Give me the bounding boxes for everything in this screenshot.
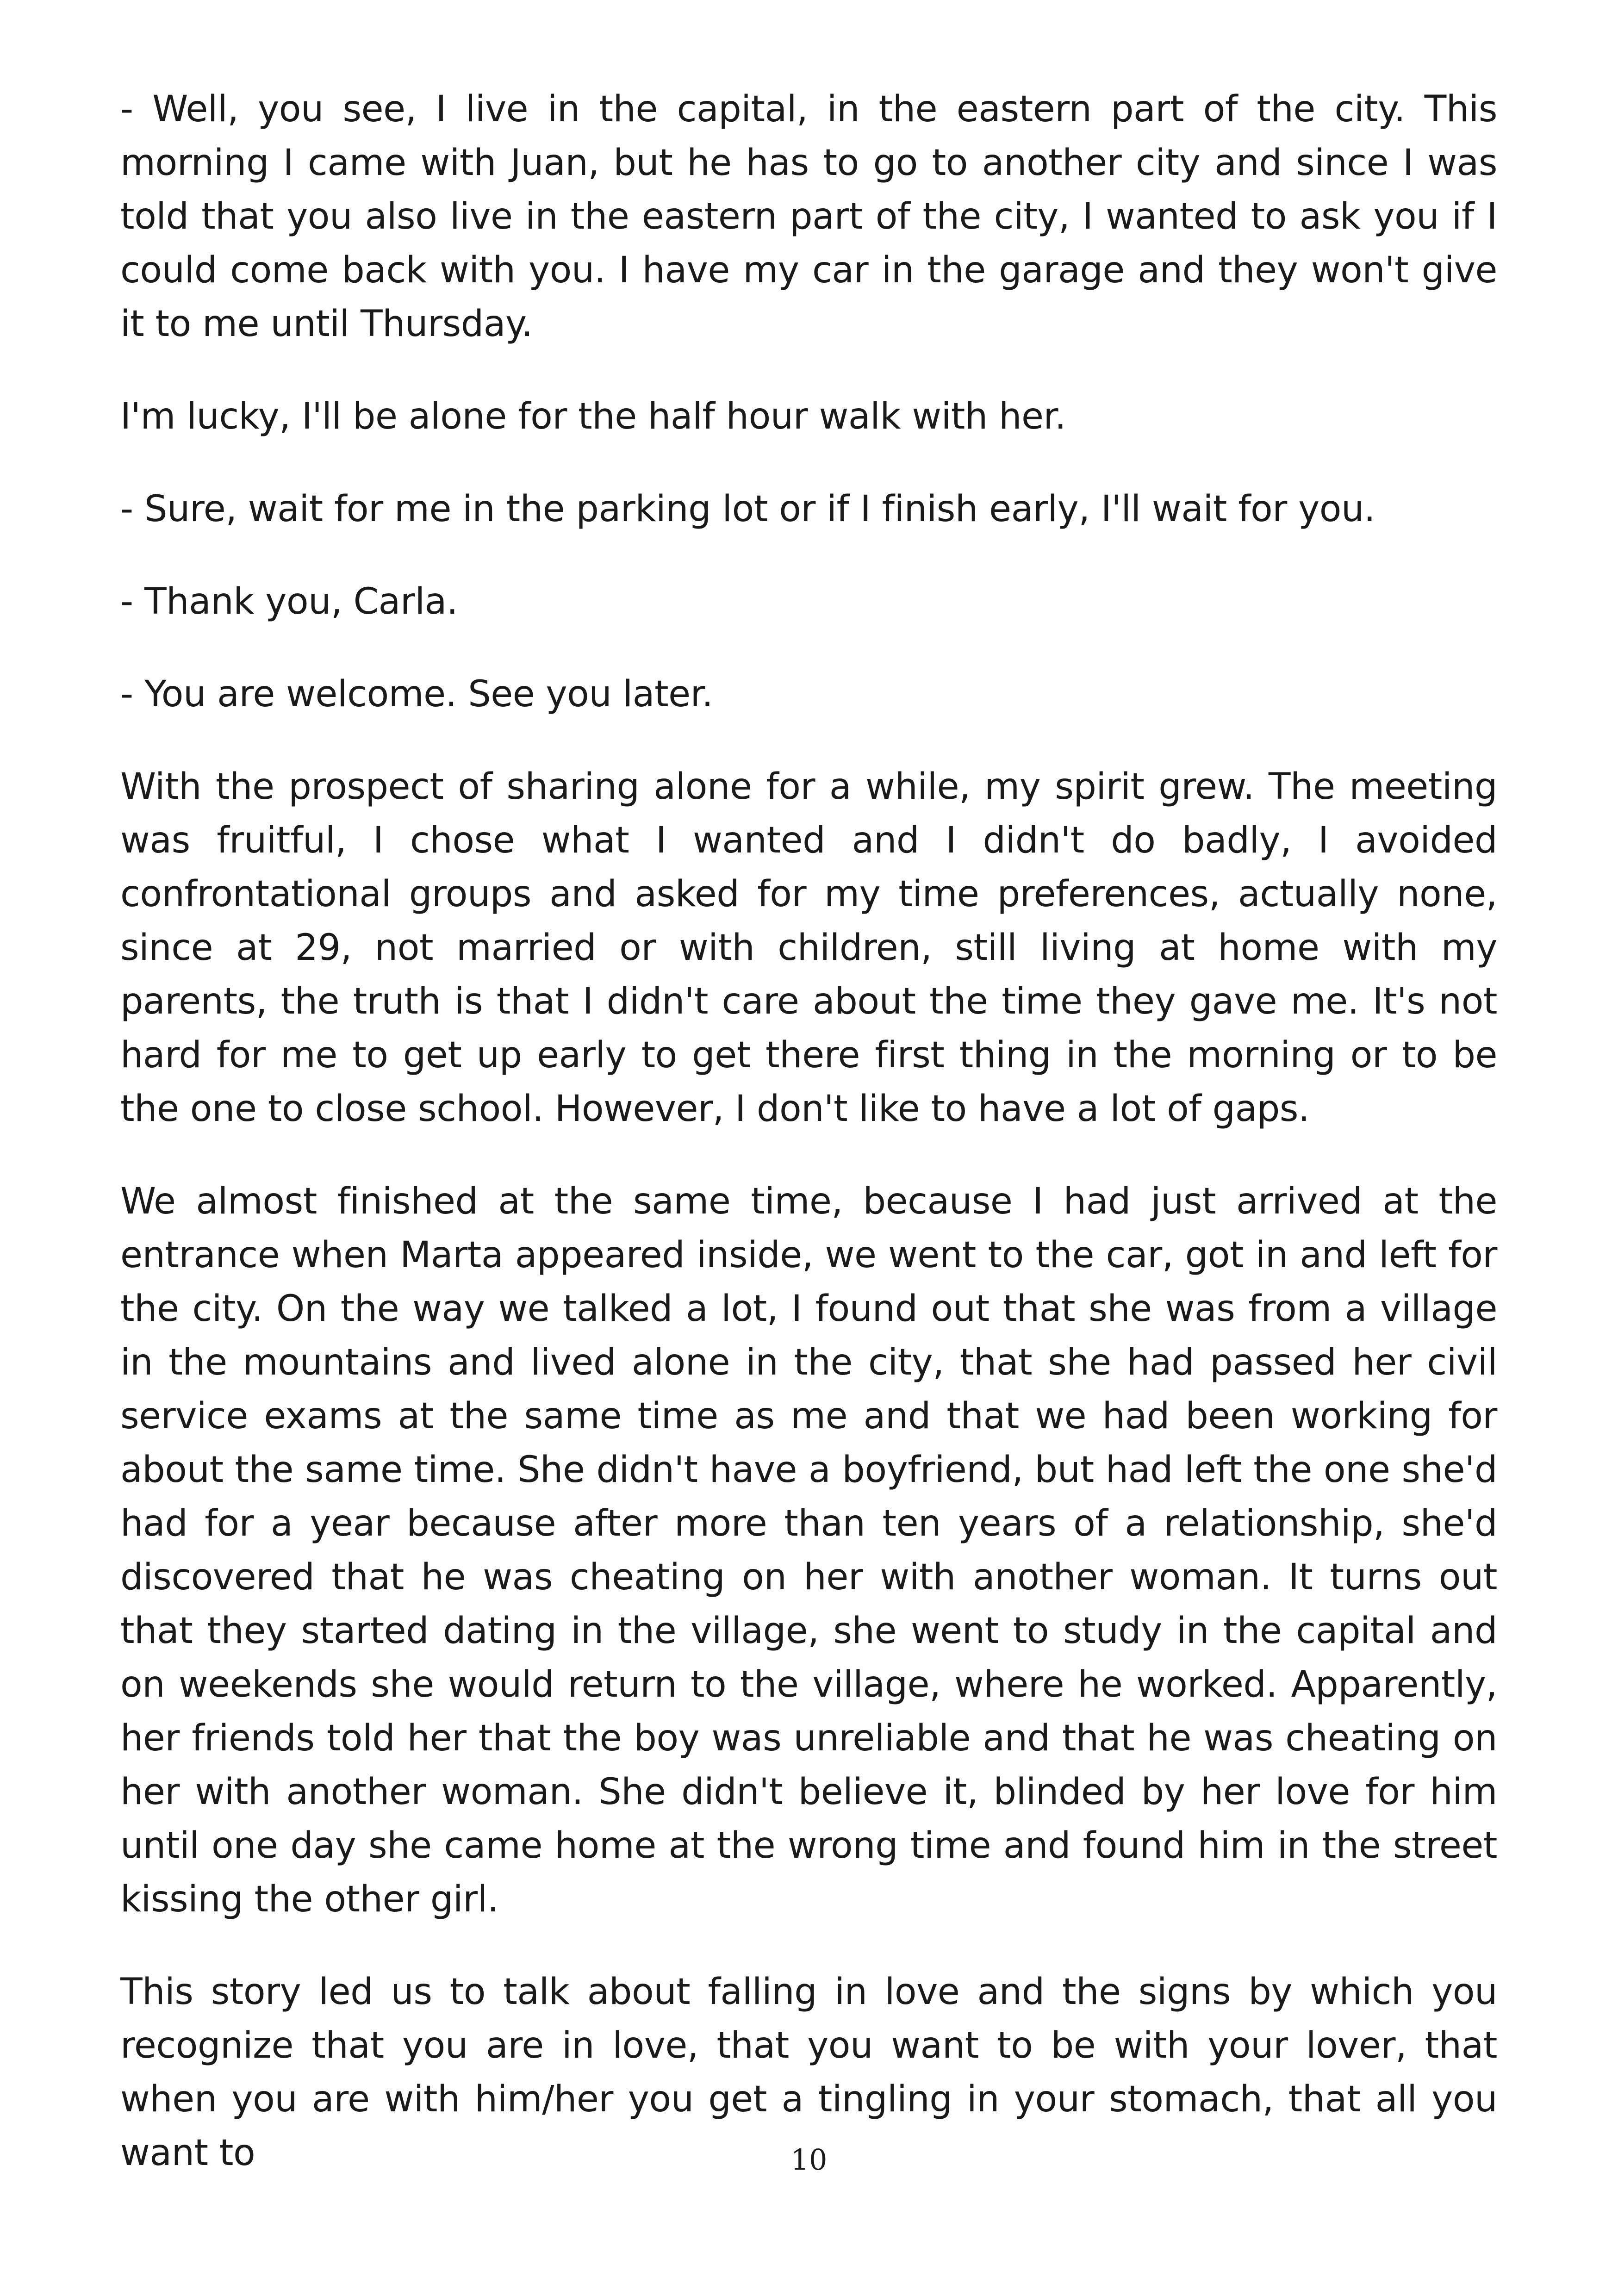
page-number: 10: [790, 2143, 828, 2177]
paragraph: This story led us to talk about falling in love and the signs by which you recognize that you are in love, that you want to be with your lover, that when you are with him/her you get a tingling in your stomach, that all you want to: [120, 1971, 1497, 2174]
body-text: [120, 82, 1497, 2219]
paragraph: We almost finished at the same time, because I had just arrived at the entrance when Marta appeared inside, we went to the car, got in and left for the city. On the way we talked a lot, I found out that she was from a village in the mountains and lived alone in the city, that she had passed her civil service exams at the same time as me and that we had been working for about the same time. She didn't have a boyfriend, but had left the one she'd had for a year because after more than ten years of a relationship, she'd discovered that he was cheating on her with another woman. It turns out that they started dating in the village, she went to study in the capital and on weekends she would return to the village, where he worked. Apparently, her friends told her that the boy was unreliable and that he was cheating on her with another woman. She didn't believe it, blinded by her love for him until one day she came home at the wrong time and found him in the street kissing the other girl.: [120, 1181, 1497, 1920]
paragraph: - Thank you, Carla.: [120, 581, 458, 622]
paragraph: - Sure, wait for me in the parking lot or if I finish early, I'll wait for you.: [120, 488, 1375, 530]
paragraph: I'm lucky, I'll be alone for the half hour walk with her.: [120, 396, 1066, 437]
paragraph: - You are welcome. See you later.: [120, 673, 713, 715]
paragraph: With the prospect of sharing alone for a while, my spirit grew. The meeting was fruitful, I chose what I wanted and I didn't do badly, I avoided confrontational groups and asked for my time preferences, actually none, since at 29, not married or with children, still living at home with my parents, the truth is that I didn't care about the time they gave me. It's not hard for me to get up early to get there first thing in the morning or to be the one to close school. However, I don't like to have a lot of gaps.: [120, 766, 1497, 1130]
paragraph: - Well, you see, I live in the capital, in the eastern part of the city. This morning I came with Juan, but he has to go to another city and since I was told that you also live in the eastern part of the city, I wanted to ask you if I could come back with you. I have my car in the garage and they won't give it to me until Thursday.: [120, 88, 1497, 345]
